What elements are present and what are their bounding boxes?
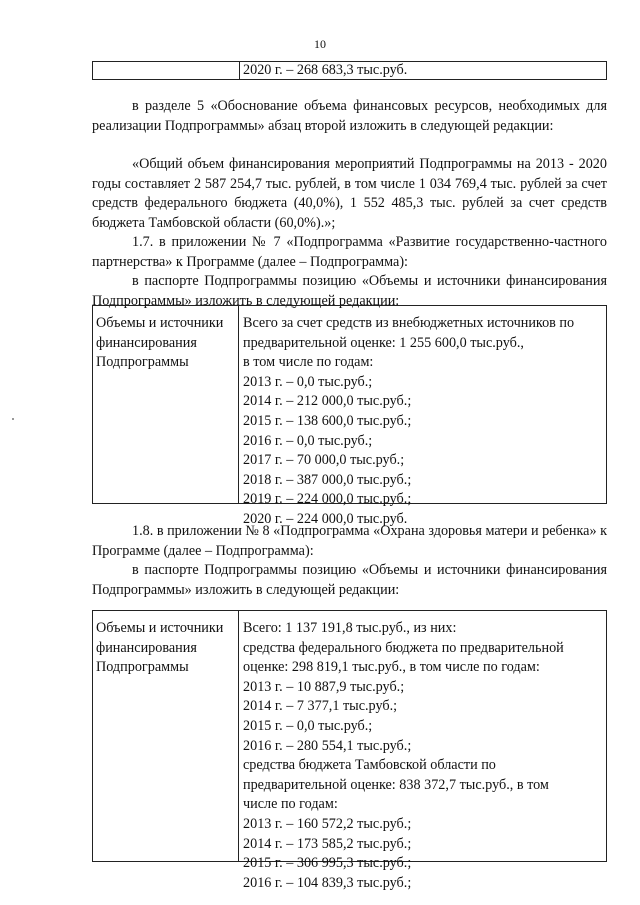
financing-table-1-label: Объемы и источники финансирования Подпрограммы <box>93 306 239 503</box>
paragraph-total-financing: «Общий объем финансирования мероприятий Подпрограммы на 2013 - 2020 годы составляет 2 587 254,7 тыс. рублей, в том числе 1 034 769,4 тыс. рублей за счет средств федерального бюджета (40,0%), 1 552 485,3 тыс. рублей за счет средств бюджета Тамбовской области (60,0%).»; <box>92 156 607 231</box>
top-table-left-cell <box>93 62 240 79</box>
financing-table-1 <box>92 305 607 527</box>
financing-table-2-label: Объемы и источники финансирования Подпрограммы <box>93 611 239 861</box>
paragraph-annex8: 1.8. в приложении № 8 «Подпрограмма «Охрана здоровья матери и ребенка» к Программе (далее – Подпрограмма): <box>92 523 607 559</box>
paragraph-passport-1: в паспорте Подпрограммы позицию «Объемы и источники финансирования Подпрограммы» изложить в следующей редакции: <box>92 273 607 309</box>
top-table-fragment <box>92 61 607 80</box>
financing-table-2-values: Всего: 1 137 191,8 тыс.руб., из них: средства федерального бюджета по предварительной оценке: 298 819,1 тыс.руб., в том числе по годам: 2013 г. – 10 887,9 тыс.руб.; 2014 г. – 7 377,1 тыс.руб.; 2015 г. – 0,0 тыс.руб.; 2016 г. – 280 554,1 тыс.руб.; средства бюджета Тамбовской области по предварительной оценке: 838 372,7 тыс.руб., в том числе по годам: 2013 г. – 160 572,2 тыс.руб.; 2014 г. – 173 585,2 тыс.руб.; 2015 г. – 306 995,3 тыс.руб.; 2016 г. – 104 839,3 тыс.руб.; <box>243 620 564 891</box>
page-number: 10 <box>314 37 326 51</box>
scan-speck <box>12 418 14 420</box>
top-table-right-cell: 2020 г. – 268 683,3 тыс.руб. <box>243 62 408 78</box>
financing-table-1-values: Всего за счет средств из внебюджетных источников по предварительной оценке: 1 255 600,0 тыс.руб., в том числе по годам: 2013 г. – 0,0 тыс.руб.; 2014 г. – 212 000,0 тыс.руб.; 2015 г. – 138 600,0 тыс.руб.; 2016 г. – 0,0 тыс.руб.; 2017 г. – 70 000,0 тыс.руб.; 2018 г. – 387 000,0 тыс.руб.; 2019 г. – 224 000,0 тыс.руб.; 2020 г. – 224 000,0 тыс.руб. <box>243 315 575 527</box>
paragraph-annex7: 1.7. в приложении № 7 «Подпрограмма «Развитие государственно-частного партнерства» к Программе (далее – Подпрограмма): <box>92 234 607 270</box>
financing-table-2 <box>92 610 607 891</box>
paragraph-passport-2: в паспорте Подпрограммы позицию «Объемы и источники финансирования Подпрограммы» изложить в следующей редакции: <box>92 562 607 598</box>
paragraph-section5: в разделе 5 «Обоснование объема финансовых ресурсов, необходимых для реализации Подпрограммы» абзац второй изложить в следующей редакции: <box>92 98 607 134</box>
